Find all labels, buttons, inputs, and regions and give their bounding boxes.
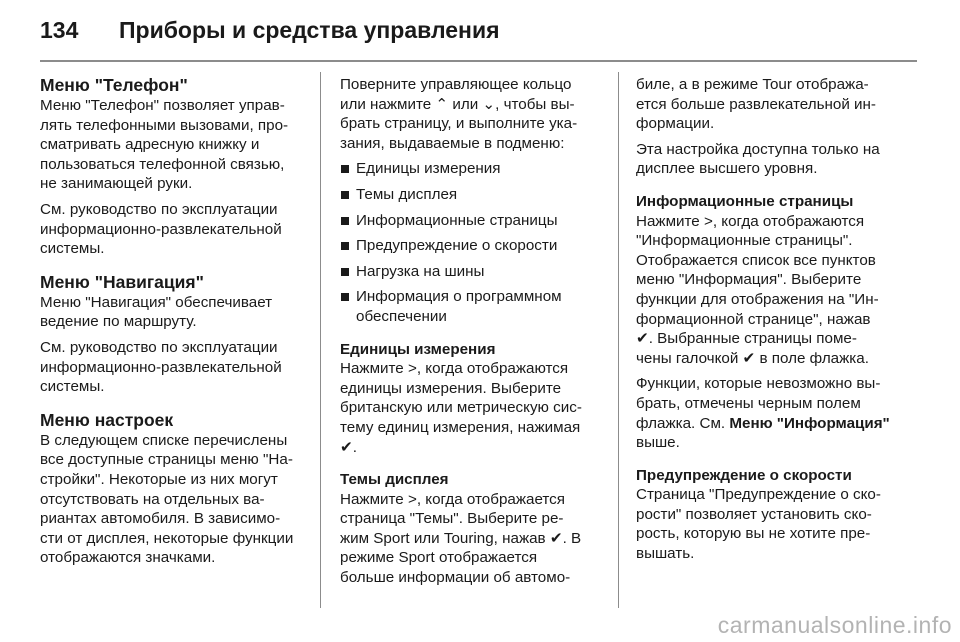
- themes-text-continued: биле, а в режиме Tour отобража- ется больше развлекательной ин- формации.: [636, 76, 876, 133]
- themes-text: Нажмите >, когда отображается страница "Темы". Выберите ре- жим Sport или Touring, нажав ✔. В режиме Sport отображается больше информации об автомо-: [340, 490, 582, 587]
- phone-ref: См. руководство по эксплуатации информационно-развлекательной системы.: [40, 200, 282, 258]
- themes-note: Эта настройка доступна только на дисплее высшего уровня.: [636, 140, 880, 178]
- watermark: carmanualsonline.info: [717, 612, 952, 638]
- column-1: [40, 75, 312, 568]
- page-header: [0, 0, 960, 60]
- list-item: Информация о программном обеспечении: [340, 287, 612, 326]
- bullet-square-icon: [341, 268, 349, 276]
- bullet-square-icon: [341, 165, 349, 173]
- settings-pages-list: [340, 159, 612, 326]
- bullet-square-icon: [341, 217, 349, 225]
- page-number: 134: [40, 17, 79, 43]
- bullet-square-icon: [341, 191, 349, 199]
- section-title-phone: Меню "Телефон": [40, 75, 188, 95]
- info-pages-text-2: Функции, которые невозможно вы- брать, отмечены черным полем флажка. См. Меню "Информация" выше.: [636, 375, 890, 452]
- subsection-title-themes: Темы дисплея: [340, 471, 449, 489]
- list-item: Информационные страницы: [340, 211, 612, 231]
- nav-ref: См. руководство по эксплуатации информационно-развлекательной системы.: [40, 338, 282, 396]
- column-divider-1: [320, 72, 321, 608]
- section-title-navigation: Меню "Навигация": [40, 271, 204, 292]
- phone-text: Меню "Телефон" позволяет управ- лять телефонными вызовами, про- сматривать адресную книжку и пользоваться телефонной связью, не занимающей руки.: [40, 97, 289, 193]
- info-menu-reference: Меню "Информация": [729, 414, 890, 432]
- column-2: [340, 75, 612, 588]
- list-item: Нагрузка на шины: [340, 262, 612, 282]
- bullet-square-icon: [341, 242, 349, 250]
- page-title: Приборы и средства управления: [119, 17, 500, 43]
- subsection-title-units: Единицы измерения: [340, 340, 496, 358]
- list-item: Темы дисплея: [340, 185, 612, 205]
- subsection-title-info-pages: Информационные страницы: [636, 192, 854, 210]
- section-title-settings: Меню настроек: [40, 409, 174, 430]
- column-divider-2: [618, 72, 619, 608]
- header-rule: [40, 60, 917, 62]
- nav-text: Меню "Навигация" обеспечивает ведение по маршруту.: [40, 293, 273, 331]
- units-text: Нажмите >, когда отображаются единицы измерения. Выберите британскую или метрическую сис- тему единиц измерения, нажимая ✔.: [340, 360, 582, 456]
- settings-intro: Поверните управляющее кольцо или нажмите ⌃ или ⌄, чтобы вы- брать страницу, и выполните ука- зания, выдаваемые в подменю:: [340, 76, 578, 152]
- info-pages-text: Нажмите >, когда отображаются "Информационные страницы". Отображается список все пунктов меню "Информация". Выберите функции для отображения на "Ин- формационной странице", нажав ✔. Выбранные страницы поме- чены галочкой ✔ в поле флажка.: [636, 212, 879, 367]
- list-item: Предупреждение о скорости: [340, 236, 612, 256]
- settings-text: В следующем списке перечислены все доступные страницы меню "На- стройки". Некоторые из них могут отсутствовать на отдельных ва- риантах автомобиля. В зависимо- сти от дисплея, некоторые функции отображаются значками.: [40, 431, 294, 567]
- speed-warning-text: Страница "Предупреждение о ско- рости" позволяет установить ско- рость, которую вы не хотите пре- вышать.: [636, 486, 881, 563]
- bullet-square-icon: [341, 293, 349, 301]
- column-3: [636, 75, 908, 564]
- list-item: Единицы измерения: [340, 159, 612, 179]
- subsection-title-speed-warning: Предупреждение о скорости: [636, 466, 852, 484]
